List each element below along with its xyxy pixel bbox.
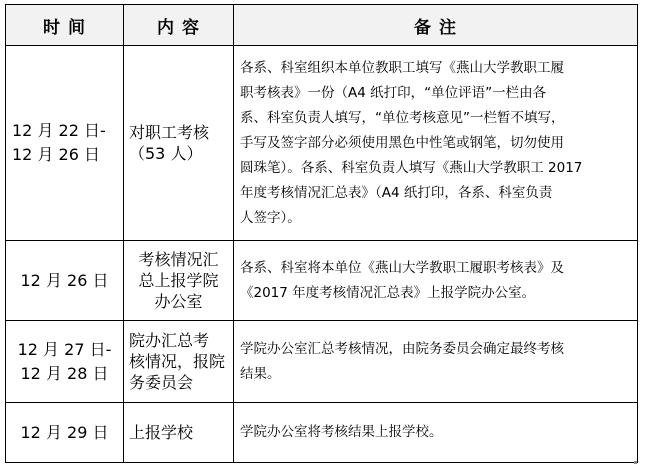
notes-cell [234,46,638,241]
notes-cell [234,403,638,463]
content-cell [124,321,234,403]
header-notes: 备 注 [234,5,638,46]
notes-cell [234,321,638,403]
content-line: 院办汇总考 [129,331,210,350]
content-cell [124,46,234,241]
time-line: 12 月 27 日- [17,339,112,359]
corner-marker [634,461,637,464]
content-line: 总上报学院 [138,271,219,290]
notes-line: 学院办公室汇总考核情况，由院务委员会确定最终考核 [240,340,564,357]
time-line: 12 月 26 日 [12,145,100,164]
header-row [6,5,638,46]
table-row [6,321,638,403]
content-line: （53 人） [129,144,203,163]
content-line: 对职工考核 [129,123,210,142]
header-content: 内 容 [124,5,234,46]
notes-line: 《2017 年度考核情况汇总表》上报学院办公室。 [240,284,536,301]
notes-line: 手写及签字部分必须使用黑色中性笔或钢笔，切勿使用 [240,134,564,151]
notes-line: 各系、科室将本单位《燕山大学教职工履职考核表》及 [240,259,564,276]
notes-line: 各系、科室组织本单位教职工填写《燕山大学教职工履 [240,59,564,76]
notes-line: 职考核表》一份（A4 纸打印，“单位评语”一栏由各 [240,84,547,101]
time-cell [6,241,124,321]
time-cell [6,321,124,403]
notes-cell [234,241,638,321]
content-line: 务委员会 [129,373,194,392]
content-cell [124,241,234,321]
notes-line: 圆珠笔）。各系、科室负责人填写《燕山大学教职工 2017 [240,159,583,176]
table-row [6,403,638,463]
schedule-table [5,4,638,463]
notes-line: 学院办公室将考核结果上报学校。 [240,424,443,440]
notes-line: 系、科室负责人填写，“单位考核意见”一栏暂不填写， [240,109,565,126]
time-line: 12 月 26 日 [20,270,109,290]
time-cell [6,403,124,463]
header-time: 时 间 [6,5,124,46]
notes-line: 人签字）。 [240,209,301,226]
time-cell [6,46,124,241]
content-line: 上报学校 [129,423,194,442]
notes-line: 结果。 [240,365,281,382]
content-cell [124,403,234,463]
content-line: 核情况，报院 [129,352,226,371]
time-line: 12 月 29 日 [20,422,109,442]
time-line: 12 月 22 日- [12,121,106,140]
notes-line: 年度考核情况汇总表》（A4 纸打印，各系、科室负责 [240,184,553,201]
content-line: 办公室 [154,292,203,311]
content-line: 考核情况汇 [138,250,219,269]
time-line: 12 月 28 日 [20,363,109,383]
table-row [6,241,638,321]
table-row [6,46,638,241]
